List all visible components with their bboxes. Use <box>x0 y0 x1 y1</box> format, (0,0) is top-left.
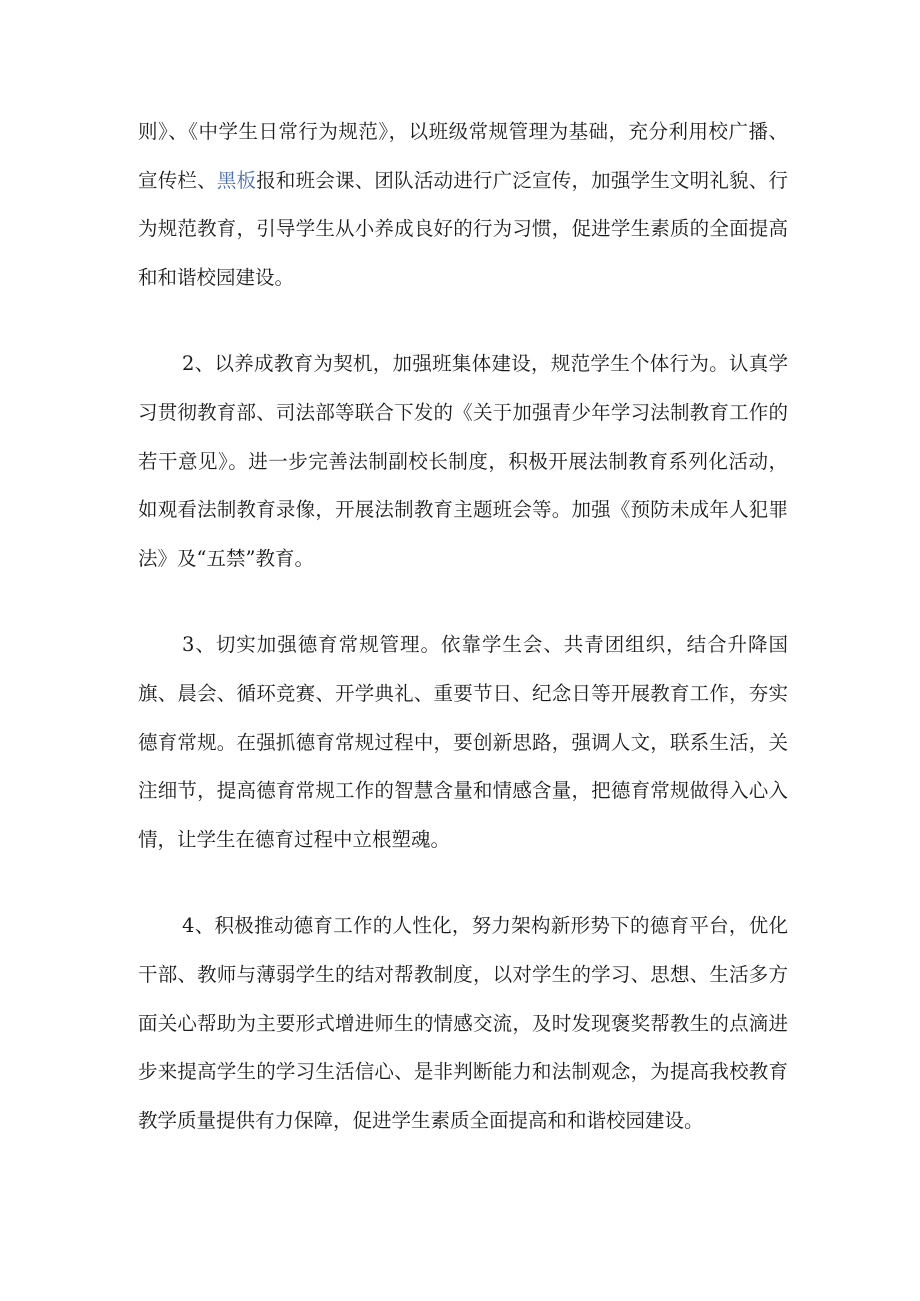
blackboard-link[interactable]: 黑板 <box>216 168 257 192</box>
document-body <box>138 108 788 1145</box>
paragraph-4: 4、积极推动德育工作的人性化，努力架构新形势下的德育平台，优化干部、教师与薄弱学生的结对帮教制度，以对学生的学习、思想、生活多方面关心帮助为主要形式增进师生的情感交流，及时发现褒奖帮教生的点滴进步来提高学生的学习生活信心、是非判断能力和法制观念，为提高我校教育教学质量提供有力保障，促进学生素质全面提高和和谐校园建设。 <box>138 914 788 1132</box>
paragraph-3: 3、切实加强德育常规管理。依靠学生会、共青团组织，结合升降国旗、晨会、循环竞赛、开学典礼、重要节日、纪念日等开展教育工作，夯实德育常规。在强抓德育常规过程中，要创新思路，强调人文，联系生活，关注细节，提高德育常规工作的智慧含量和情感含量，把德育常规做得入心入情，让学生在德育过程中立根塑魂。 <box>138 633 788 851</box>
paragraph-1-text-start: 则》、《中学生日常行为规范》，以班级常规管理为基础，充分利用校广播、宣传栏、 <box>138 120 788 192</box>
paragraph-1-text-end: 报和班会课、团队活动进行广泛宣传，加强学生文明礼貌、行为规范教育，引导学生从小养成良好的行为习惯，促进学生素质的全面提高和和谐校园建设。 <box>138 168 788 289</box>
paragraph-1 <box>138 108 788 302</box>
paragraph-2: 2、以养成教育为契机，加强班集体建设，规范学生个体行为。认真学习贯彻教育部、司法部等联合下发的《关于加强青少年学习法制教育工作的若干意见》。进一步完善法制副校长制度，积极开展法制教育系列化活动，如观看法制教育录像，开展法制教育主题班会等。加强《预防未成年人犯罪法》及“五禁”教育。 <box>138 352 788 570</box>
